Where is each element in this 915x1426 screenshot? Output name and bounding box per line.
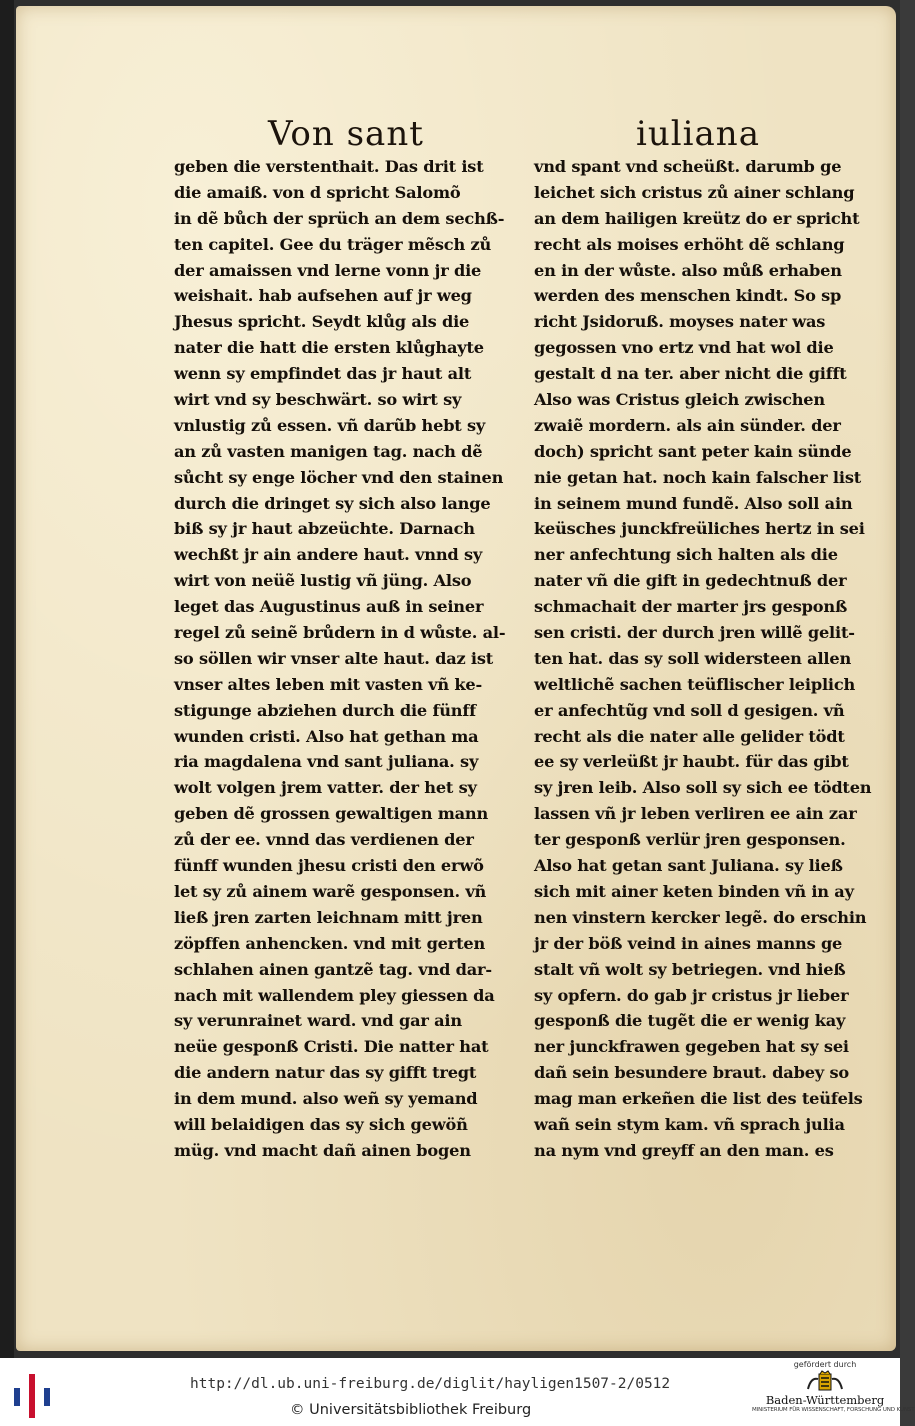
text-line: gegossen vno ertz vnd hat wol die: [534, 338, 834, 358]
sponsor-state-name: Baden-Württemberg: [765, 1393, 885, 1407]
text-line: schmachait der marter jrs gesponß: [534, 597, 848, 617]
text-line: dañ sein besundere braut. dabey so: [534, 1063, 849, 1083]
text-line: jr der böß veind in aines manns ge: [534, 933, 843, 953]
text-line: wirt von neüẽ lustig vñ jüng. Also: [174, 571, 472, 591]
permalink-url[interactable]: http://dl.ub.uni-freiburg.de/diglit/hayligen1507-2/0512: [190, 1376, 671, 1392]
text-line: wunden cristi. Also hat gethan ma: [174, 726, 479, 746]
text-line: doch) spricht sant peter kain sünde: [534, 441, 852, 461]
logo-bar-red: [29, 1374, 35, 1418]
text-line: vnd spant vnd scheüßt. darumb ge: [534, 157, 842, 176]
scan-frame-edge: [0, 0, 14, 1358]
text-line: ria magdalena vnd sant juliana. sy: [174, 752, 479, 772]
text-line: an zů vasten manigen tag. nach dẽ: [174, 441, 483, 461]
text-line: keüsches junckfreüliches hertz in sei: [534, 519, 865, 539]
text-line: leget das Augustinus auß in seiner: [174, 597, 484, 617]
text-line: geben dẽ grossen gewaltigen mann: [174, 804, 489, 824]
text-line: zů der ee. vnnd das verdienen der: [174, 830, 474, 850]
text-line: stalt vñ wolt sy betriegen. vnd hieß: [534, 959, 846, 979]
book-page: [16, 6, 896, 1351]
text-line: zwaiẽ mordern. als ain sünder. der: [534, 415, 841, 435]
text-line: weltlichẽ sachen teüflischer leiplich: [534, 674, 856, 694]
text-line: ließ jren zarten leichnam mitt jren: [174, 907, 483, 927]
text-line: weishait. hab aufsehen auf jr weg: [174, 286, 472, 306]
text-line: sen cristi. der durch jren willẽ gelit-: [534, 623, 855, 643]
sponsor-note: gefördert durch: [793, 1360, 857, 1369]
text-line: Jhesus spricht. Seydt klůg als die: [174, 312, 470, 332]
text-line: lassen vñ jr leben verliren ee ain zar: [534, 804, 857, 824]
text-line: gestalt d na ter. aber nicht die gifft: [534, 364, 847, 384]
text-line: die amaiß. von d spricht Salomõ: [174, 182, 461, 202]
copyright-notice: © Universitätsbibliothek Freiburg: [290, 1402, 532, 1418]
text-line: in dẽ bůch der sprüch an dem sechß-: [174, 208, 505, 228]
sponsor-block: [752, 1360, 915, 1424]
state-crest-icon: [805, 1371, 845, 1393]
text-line: ee sy verleüßt jr haubt. für das gibt: [534, 752, 849, 772]
text-line: biß sy jr haut abzeüchte. Darnach: [174, 519, 475, 539]
text-line: regel zů seinẽ brůdern in d wůste. al-: [174, 623, 506, 643]
text-line: ten hat. das sy soll widersteen allen: [534, 648, 852, 668]
text-line: der amaissen vnd lerne vonn jr die: [174, 260, 482, 280]
text-line: fünff wunden jhesu cristi den erwõ: [174, 856, 484, 876]
text-line: er anfechtũg vnd soll d gesigen. vñ: [534, 700, 845, 720]
text-line: sich mit ainer keten binden vñ in ay: [534, 881, 854, 901]
text-line: wañ sein stym kam. vñ sprach julia: [534, 1114, 845, 1134]
running-head-left: Von sant: [268, 114, 424, 154]
text-line: in dem mund. also weñ sy yemand: [174, 1089, 478, 1109]
text-line: sůcht sy enge löcher vnd den stainen: [174, 467, 504, 487]
running-head-right: iuliana: [636, 114, 760, 154]
text-line: en in der wůste. also můß erhaben: [534, 260, 842, 280]
logo-bar-blue-right: [44, 1388, 50, 1406]
text-line: nen vinstern kercker legẽ. do erschin: [534, 907, 867, 927]
text-line: richt Jsidoruß. moyses nater was: [534, 312, 826, 332]
text-line: wirt vnd sy beschwärt. so wirt sy: [174, 390, 462, 410]
text-line: zöpffen anhencken. vnd mit gerten: [174, 933, 486, 953]
text-line: stigunge abziehen durch die fünff: [174, 700, 476, 720]
text-line: durch die dringet sy sich also lange: [174, 493, 491, 513]
text-line: ten capitel. Gee du träger mẽsch zů: [174, 234, 492, 254]
text-line: Also was Cristus gleich zwischen: [534, 390, 825, 410]
text-line: recht als die nater alle gelider tödt: [534, 726, 845, 746]
text-line: werden des menschen kindt. So sp: [534, 286, 842, 306]
text-line: müg. vnd macht dañ ainen bogen: [174, 1140, 471, 1160]
text-line: an dem hailigen kreütz do er spricht: [534, 208, 860, 228]
text-line: die andern natur das sy gifft tregt: [174, 1063, 477, 1083]
logo-bar-blue-left: [14, 1388, 20, 1406]
text-line: will belaidigen das sy sich gewöñ: [174, 1114, 468, 1134]
viewer-footer: [0, 1358, 915, 1426]
text-line: nie getan hat. noch kain falscher list: [534, 467, 862, 487]
text-line: sy opfern. do gab jr cristus jr lieber: [534, 985, 849, 1005]
text-line: recht als moises erhöht dẽ schlang: [534, 234, 845, 254]
text-line: nater die hatt die ersten klůghayte: [174, 338, 484, 358]
text-line: leichet sich cristus zů ainer schlang: [534, 182, 855, 202]
text-line: nater vñ die gift in gedechtnuß der: [534, 571, 847, 591]
text-line: na nym vnd greyff an den man. es: [534, 1140, 834, 1160]
text-line: so söllen wir vnser alte haut. daz ist: [174, 648, 494, 668]
text-column-left: [174, 154, 522, 1164]
text-line: gesponß die tugẽt die er wenig kay: [534, 1011, 846, 1031]
text-line: in seinem mund fundẽ. Also soll ain: [534, 493, 853, 513]
text-line: wolt volgen jrem vatter. der het sy: [174, 778, 477, 798]
sponsor-ministry-name: MINISTERIUM FÜR WISSENSCHAFT, FORSCHUNG UND KUNST: [752, 1407, 915, 1413]
running-head: [16, 114, 896, 154]
text-line: Also hat getan sant Juliana. sy ließ: [534, 856, 843, 876]
text-line: sy verunrainet ward. vnd gar ain: [174, 1011, 462, 1031]
text-line: vnlustig zů essen. vñ darũb hebt sy: [174, 415, 486, 435]
text-line: let sy zů ainem warẽ gesponsen. vñ: [174, 881, 487, 901]
text-line: mag man erkeñen die list des teüfels: [534, 1089, 863, 1109]
text-line: vnser altes leben mit vasten vñ ke-: [174, 674, 483, 694]
text-line: wechßt jr ain andere haut. vnnd sy: [174, 545, 483, 565]
text-column-right: [534, 154, 886, 1164]
text-line: schlahen ainen gantzẽ tag. vnd dar-: [174, 959, 492, 979]
text-line: wenn sy empfindet das jr haut alt: [174, 364, 472, 384]
text-line: nach mit wallendem pley giessen da: [174, 985, 495, 1005]
text-line: geben die verstenthait. Das drit ist: [174, 157, 484, 176]
text-line: neüe gesponß Cristi. Die natter hat: [174, 1037, 489, 1057]
library-logo-icon[interactable]: [10, 1374, 54, 1418]
text-line: ner anfechtung sich halten als die: [534, 545, 838, 565]
text-line: ter gesponß verlür jren gesponsen.: [534, 830, 846, 850]
text-line: ner junckfrawen gegeben hat sy sei: [534, 1037, 849, 1057]
text-line: sy jren leib. Also soll sy sich ee tödten: [534, 778, 872, 798]
